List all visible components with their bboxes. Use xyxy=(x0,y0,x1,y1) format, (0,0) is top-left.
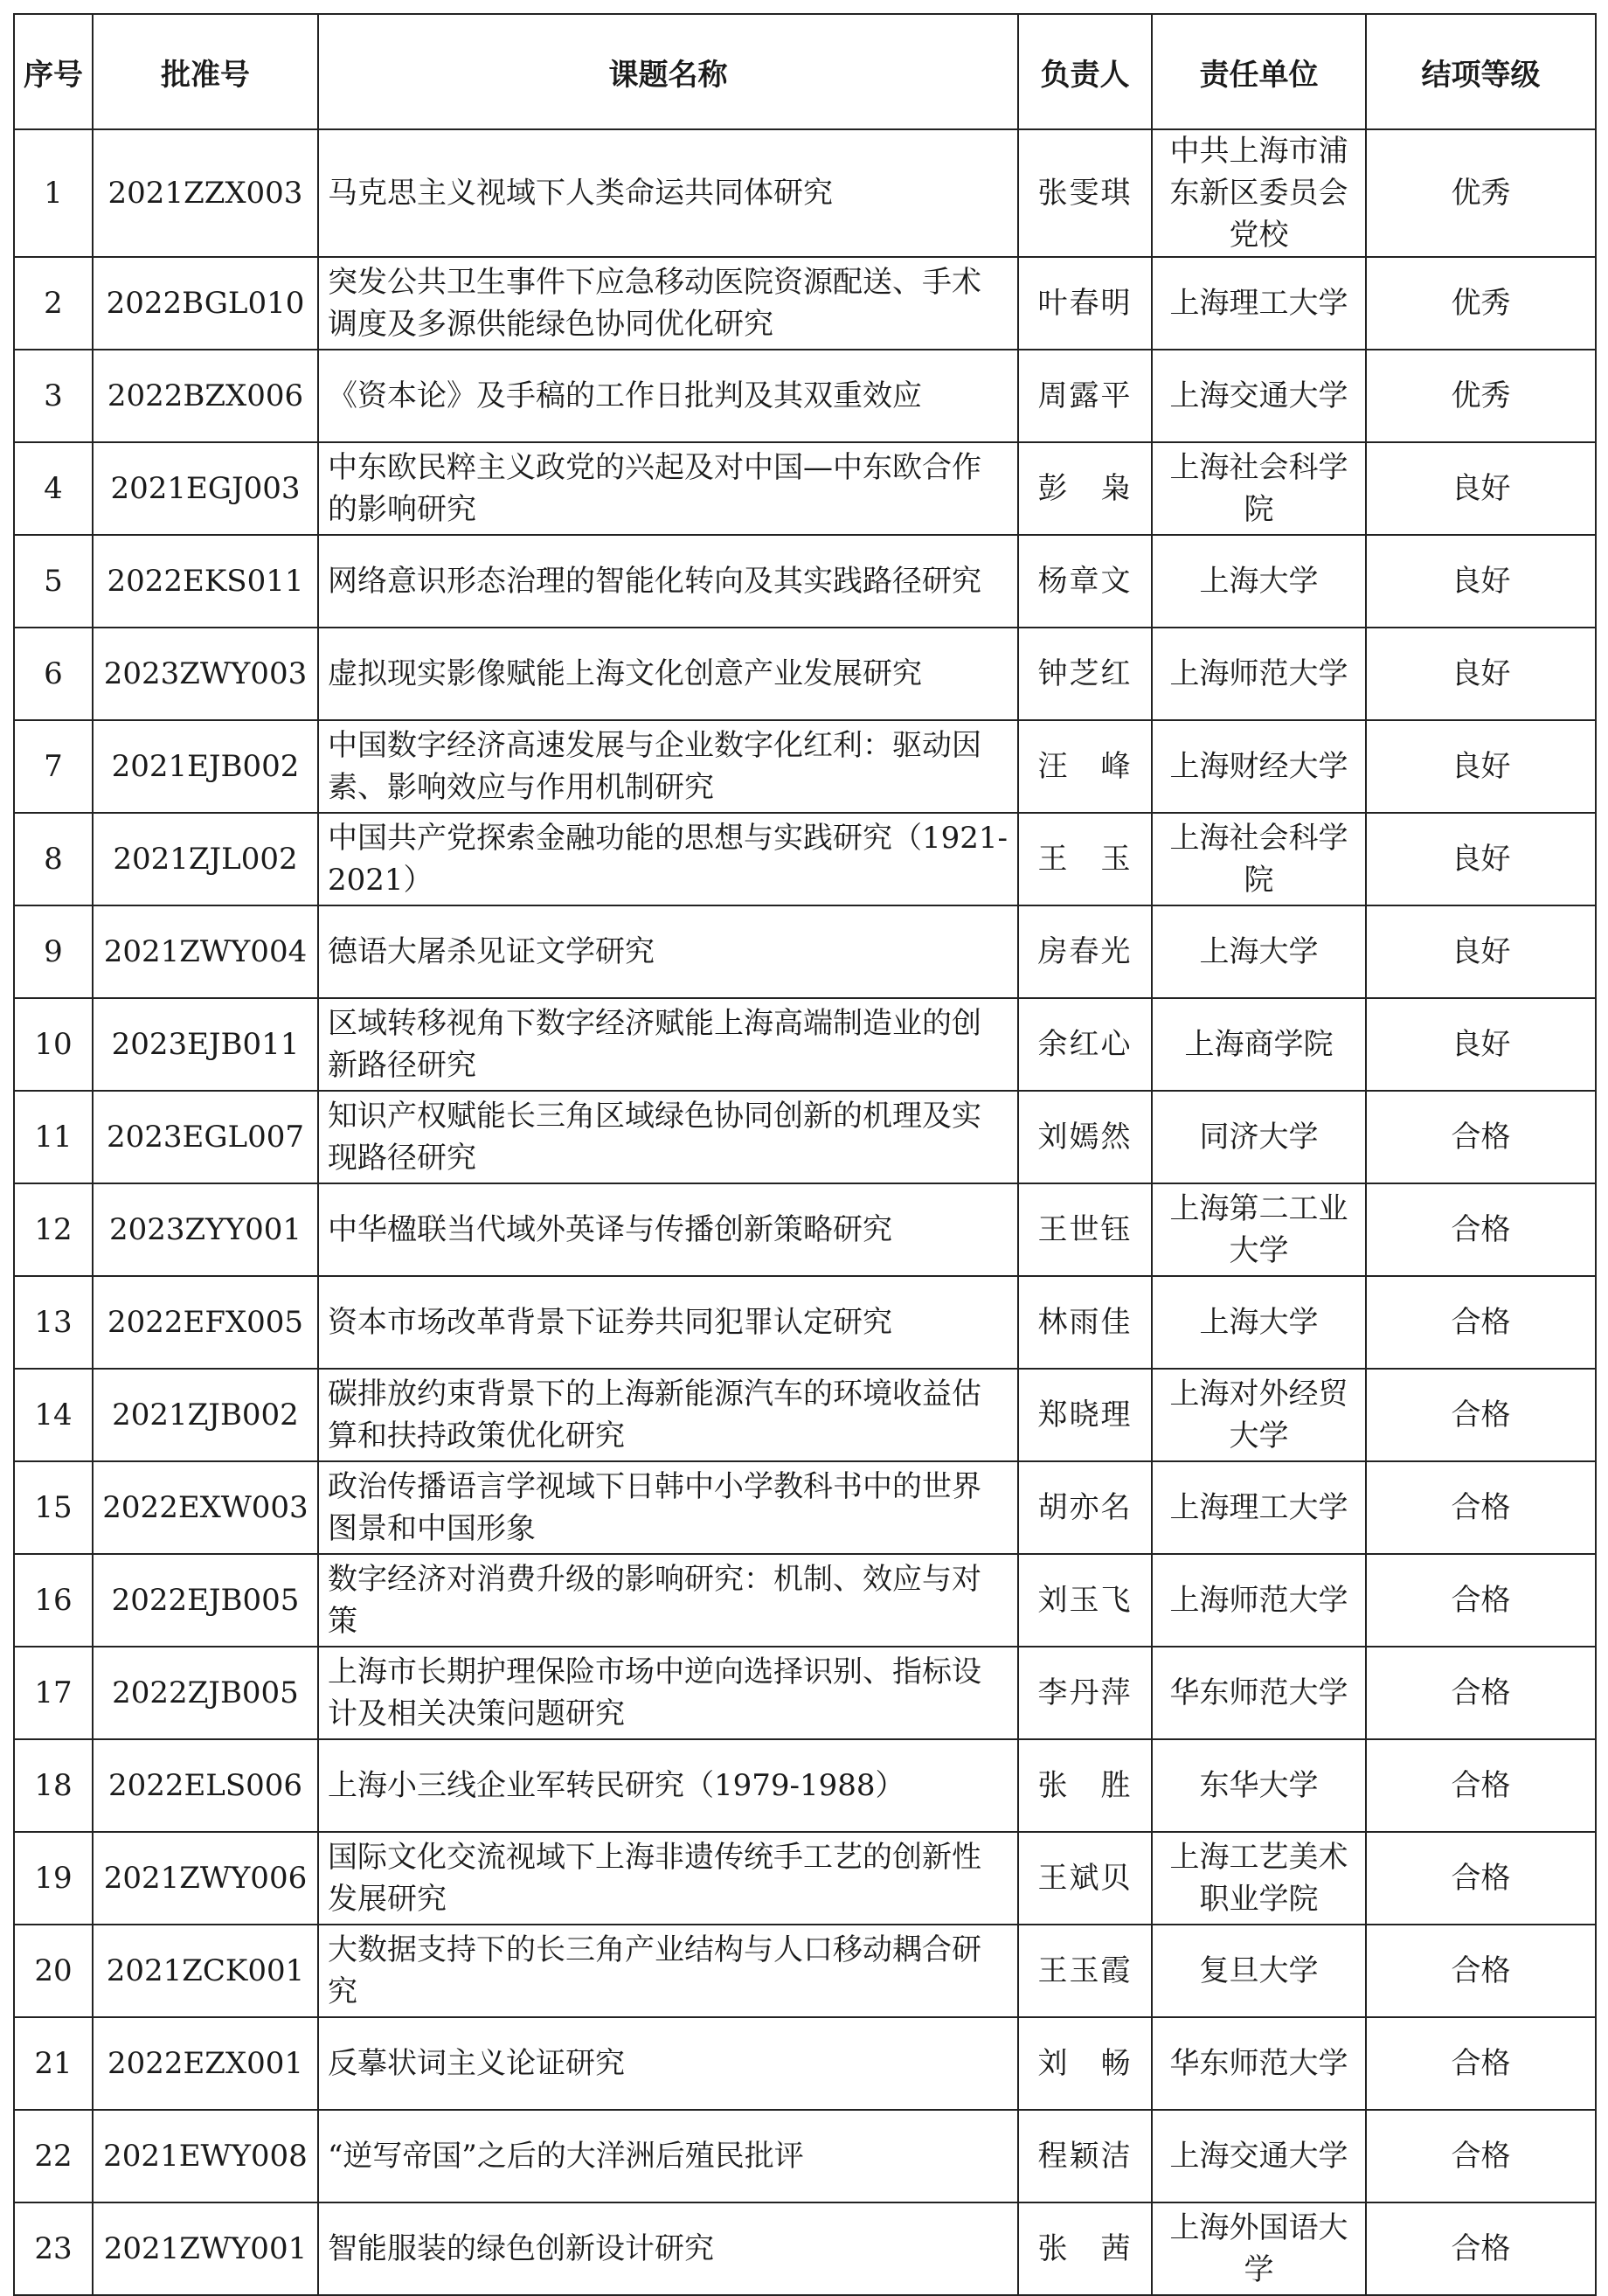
project-title: 上海市长期护理保险市场中逆向选择识别、指标设计及相关决策问题研究 xyxy=(318,1647,1018,1739)
table-row xyxy=(14,257,1596,350)
principal-investigator: 刘玉飞 xyxy=(1018,1554,1152,1647)
row-index: 9 xyxy=(14,905,93,998)
project-title: 碳排放约束背景下的上海新能源汽车的环境收益估算和扶持政策优化研究 xyxy=(318,1369,1018,1461)
row-index: 12 xyxy=(14,1183,93,1276)
table-row xyxy=(14,1369,1596,1461)
approval-number: 2022EFX005 xyxy=(93,1276,318,1369)
row-index: 19 xyxy=(14,1832,93,1925)
completion-grade: 优秀 xyxy=(1366,129,1596,257)
project-title: 中国数字经济高速发展与企业数字化红利：驱动因素、影响效应与作用机制研究 xyxy=(318,720,1018,813)
principal-investigator: 王世钰 xyxy=(1018,1183,1152,1276)
principal-investigator: 张 茜 xyxy=(1018,2202,1152,2295)
project-title: 虚拟现实影像赋能上海文化创意产业发展研究 xyxy=(318,628,1018,720)
completion-grade: 合格 xyxy=(1366,1461,1596,1554)
project-title: 资本市场改革背景下证券共同犯罪认定研究 xyxy=(318,1276,1018,1369)
row-index: 11 xyxy=(14,1091,93,1183)
approval-number: 2021ZJL002 xyxy=(93,813,318,905)
approval-number: 2021ZJB002 xyxy=(93,1369,318,1461)
completion-grade: 合格 xyxy=(1366,1739,1596,1832)
completion-grade: 合格 xyxy=(1366,1183,1596,1276)
responsible-unit: 华东师范大学 xyxy=(1152,2017,1366,2110)
principal-investigator: 房春光 xyxy=(1018,905,1152,998)
project-title: 数字经济对消费升级的影响研究：机制、效应与对策 xyxy=(318,1554,1018,1647)
row-index: 2 xyxy=(14,257,93,350)
completion-grade: 合格 xyxy=(1366,1091,1596,1183)
responsible-unit: 中共上海市浦东新区委员会党校 xyxy=(1152,129,1366,257)
principal-investigator: 张雯琪 xyxy=(1018,129,1152,257)
project-title: 知识产权赋能长三角区域绿色协同创新的机理及实现路径研究 xyxy=(318,1091,1018,1183)
table-row xyxy=(14,2202,1596,2295)
project-title: 中东欧民粹主义政党的兴起及对中国—中东欧合作的影响研究 xyxy=(318,442,1018,535)
responsible-unit: 上海工艺美术职业学院 xyxy=(1152,1832,1366,1925)
header-title: 课题名称 xyxy=(318,14,1018,129)
row-index: 10 xyxy=(14,998,93,1091)
row-index: 1 xyxy=(14,129,93,257)
responsible-unit: 上海师范大学 xyxy=(1152,628,1366,720)
row-index: 17 xyxy=(14,1647,93,1739)
responsible-unit: 上海大学 xyxy=(1152,1276,1366,1369)
table-row xyxy=(14,2110,1596,2202)
principal-investigator: 胡亦名 xyxy=(1018,1461,1152,1554)
approval-number: 2021ZWY006 xyxy=(93,1832,318,1925)
project-title: 智能服装的绿色创新设计研究 xyxy=(318,2202,1018,2295)
principal-investigator: 李丹萍 xyxy=(1018,1647,1152,1739)
approval-number: 2021EWY008 xyxy=(93,2110,318,2202)
table-row xyxy=(14,129,1596,257)
principal-investigator: 刘 畅 xyxy=(1018,2017,1152,2110)
responsible-unit: 上海交通大学 xyxy=(1152,350,1366,442)
table-row xyxy=(14,905,1596,998)
principal-investigator: 王斌贝 xyxy=(1018,1832,1152,1925)
responsible-unit: 上海外国语大学 xyxy=(1152,2202,1366,2295)
table-row xyxy=(14,1554,1596,1647)
row-index: 21 xyxy=(14,2017,93,2110)
project-completion-table xyxy=(13,13,1597,2296)
approval-number: 2021ZWY004 xyxy=(93,905,318,998)
approval-number: 2022BGL010 xyxy=(93,257,318,350)
project-title: 中华楹联当代域外英译与传播创新策略研究 xyxy=(318,1183,1018,1276)
row-index: 22 xyxy=(14,2110,93,2202)
project-title: 政治传播语言学视域下日韩中小学教科书中的世界图景和中国形象 xyxy=(318,1461,1018,1554)
principal-investigator: 汪 峰 xyxy=(1018,720,1152,813)
row-index: 3 xyxy=(14,350,93,442)
project-title: 区域转移视角下数字经济赋能上海高端制造业的创新路径研究 xyxy=(318,998,1018,1091)
approval-number: 2022EJB005 xyxy=(93,1554,318,1647)
row-index: 15 xyxy=(14,1461,93,1554)
completion-grade: 良好 xyxy=(1366,628,1596,720)
completion-grade: 优秀 xyxy=(1366,350,1596,442)
row-index: 4 xyxy=(14,442,93,535)
completion-grade: 合格 xyxy=(1366,2202,1596,2295)
principal-investigator: 杨章文 xyxy=(1018,535,1152,628)
principal-investigator: 王 玉 xyxy=(1018,813,1152,905)
header-row xyxy=(14,14,1596,129)
table-row xyxy=(14,442,1596,535)
approval-number: 2022EZX001 xyxy=(93,2017,318,2110)
completion-grade: 良好 xyxy=(1366,535,1596,628)
completion-grade: 合格 xyxy=(1366,2110,1596,2202)
principal-investigator: 郑晓理 xyxy=(1018,1369,1152,1461)
principal-investigator: 王玉霞 xyxy=(1018,1925,1152,2017)
principal-investigator: 程颖洁 xyxy=(1018,2110,1152,2202)
completion-grade: 合格 xyxy=(1366,1925,1596,2017)
row-index: 7 xyxy=(14,720,93,813)
project-title: 上海小三线企业军转民研究（1979-1988） xyxy=(318,1739,1018,1832)
responsible-unit: 上海第二工业大学 xyxy=(1152,1183,1366,1276)
header-index: 序号 xyxy=(14,14,93,129)
table-row xyxy=(14,1832,1596,1925)
responsible-unit: 上海财经大学 xyxy=(1152,720,1366,813)
completion-grade: 良好 xyxy=(1366,905,1596,998)
approval-number: 2023EJB011 xyxy=(93,998,318,1091)
principal-investigator: 张 胜 xyxy=(1018,1739,1152,1832)
completion-grade: 合格 xyxy=(1366,1832,1596,1925)
header-grade: 结项等级 xyxy=(1366,14,1596,129)
table-row xyxy=(14,1739,1596,1832)
responsible-unit: 上海社会科学院 xyxy=(1152,813,1366,905)
completion-grade: 合格 xyxy=(1366,2017,1596,2110)
principal-investigator: 刘嫣然 xyxy=(1018,1091,1152,1183)
project-title: 突发公共卫生事件下应急移动医院资源配送、手术调度及多源供能绿色协同优化研究 xyxy=(318,257,1018,350)
table-row xyxy=(14,535,1596,628)
completion-grade: 合格 xyxy=(1366,1369,1596,1461)
header-code: 批准号 xyxy=(93,14,318,129)
project-title: 国际文化交流视域下上海非遗传统手工艺的创新性发展研究 xyxy=(318,1832,1018,1925)
table-row xyxy=(14,720,1596,813)
responsible-unit: 上海大学 xyxy=(1152,905,1366,998)
approval-number: 2021EJB002 xyxy=(93,720,318,813)
project-title: 德语大屠杀见证文学研究 xyxy=(318,905,1018,998)
completion-grade: 良好 xyxy=(1366,442,1596,535)
approval-number: 2022ZJB005 xyxy=(93,1647,318,1739)
table-row xyxy=(14,1276,1596,1369)
project-title: 中国共产党探索金融功能的思想与实践研究（1921-2021） xyxy=(318,813,1018,905)
table-body xyxy=(14,129,1596,2295)
header-unit: 责任单位 xyxy=(1152,14,1366,129)
completion-grade: 合格 xyxy=(1366,1276,1596,1369)
principal-investigator: 余红心 xyxy=(1018,998,1152,1091)
completion-grade: 合格 xyxy=(1366,1554,1596,1647)
approval-number: 2023ZYY001 xyxy=(93,1183,318,1276)
row-index: 5 xyxy=(14,535,93,628)
principal-investigator: 林雨佳 xyxy=(1018,1276,1152,1369)
approval-number: 2022ELS006 xyxy=(93,1739,318,1832)
responsible-unit: 上海商学院 xyxy=(1152,998,1366,1091)
row-index: 23 xyxy=(14,2202,93,2295)
responsible-unit: 复旦大学 xyxy=(1152,1925,1366,2017)
table-row xyxy=(14,1091,1596,1183)
project-title: 反摹状词主义论证研究 xyxy=(318,2017,1018,2110)
responsible-unit: 上海对外经贸大学 xyxy=(1152,1369,1366,1461)
project-title: “逆写帝国”之后的大洋洲后殖民批评 xyxy=(318,2110,1018,2202)
project-title: 马克思主义视域下人类命运共同体研究 xyxy=(318,129,1018,257)
row-index: 20 xyxy=(14,1925,93,2017)
completion-grade: 优秀 xyxy=(1366,257,1596,350)
project-title: 网络意识形态治理的智能化转向及其实践路径研究 xyxy=(318,535,1018,628)
principal-investigator: 叶春明 xyxy=(1018,257,1152,350)
responsible-unit: 华东师范大学 xyxy=(1152,1647,1366,1739)
table-row xyxy=(14,998,1596,1091)
responsible-unit: 上海大学 xyxy=(1152,535,1366,628)
approval-number: 2021ZCK001 xyxy=(93,1925,318,2017)
project-title: 大数据支持下的长三角产业结构与人口移动耦合研究 xyxy=(318,1925,1018,2017)
table-row xyxy=(14,2017,1596,2110)
header-person: 负责人 xyxy=(1018,14,1152,129)
responsible-unit: 上海社会科学院 xyxy=(1152,442,1366,535)
row-index: 8 xyxy=(14,813,93,905)
completion-grade: 良好 xyxy=(1366,720,1596,813)
table-row xyxy=(14,1183,1596,1276)
row-index: 14 xyxy=(14,1369,93,1461)
approval-number: 2022EXW003 xyxy=(93,1461,318,1554)
table-row xyxy=(14,1461,1596,1554)
approval-number: 2023EGL007 xyxy=(93,1091,318,1183)
table-row xyxy=(14,350,1596,442)
approval-number: 2021ZZX003 xyxy=(93,129,318,257)
responsible-unit: 上海师范大学 xyxy=(1152,1554,1366,1647)
approval-number: 2021ZWY001 xyxy=(93,2202,318,2295)
approval-number: 2022BZX006 xyxy=(93,350,318,442)
principal-investigator: 钟芝红 xyxy=(1018,628,1152,720)
completion-grade: 合格 xyxy=(1366,1647,1596,1739)
table-row xyxy=(14,813,1596,905)
row-index: 13 xyxy=(14,1276,93,1369)
principal-investigator: 彭 枭 xyxy=(1018,442,1152,535)
responsible-unit: 上海理工大学 xyxy=(1152,1461,1366,1554)
table-row xyxy=(14,1647,1596,1739)
approval-number: 2022EKS011 xyxy=(93,535,318,628)
approval-number: 2021EGJ003 xyxy=(93,442,318,535)
row-index: 16 xyxy=(14,1554,93,1647)
table-row xyxy=(14,1925,1596,2017)
row-index: 6 xyxy=(14,628,93,720)
responsible-unit: 上海交通大学 xyxy=(1152,2110,1366,2202)
project-title: 《资本论》及手稿的工作日批判及其双重效应 xyxy=(318,350,1018,442)
completion-grade: 良好 xyxy=(1366,813,1596,905)
row-index: 18 xyxy=(14,1739,93,1832)
approval-number: 2023ZWY003 xyxy=(93,628,318,720)
responsible-unit: 同济大学 xyxy=(1152,1091,1366,1183)
principal-investigator: 周露平 xyxy=(1018,350,1152,442)
completion-grade: 良好 xyxy=(1366,998,1596,1091)
responsible-unit: 上海理工大学 xyxy=(1152,257,1366,350)
table-row xyxy=(14,628,1596,720)
responsible-unit: 东华大学 xyxy=(1152,1739,1366,1832)
